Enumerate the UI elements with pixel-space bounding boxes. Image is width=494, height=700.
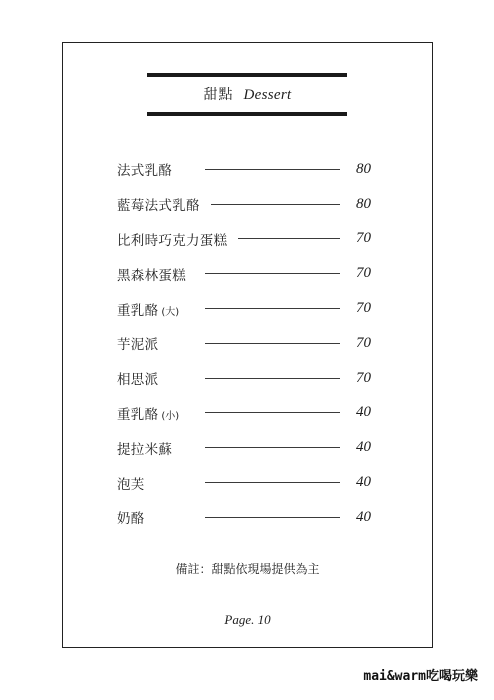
- item-price: 70: [356, 334, 371, 351]
- leader-line: [205, 482, 340, 483]
- menu-item: [117, 222, 374, 257]
- item-size: (小): [161, 410, 180, 422]
- item-label: [117, 299, 197, 319]
- item-name: 重乳酪: [117, 302, 159, 319]
- item-name: 芋泥派: [117, 337, 159, 354]
- item-label: [117, 438, 197, 458]
- footnote: 備註：甜點依現場提供為主: [175, 562, 320, 576]
- menu-page: [62, 42, 433, 648]
- leader-line: [205, 378, 340, 379]
- leader-line: [205, 517, 340, 518]
- menu-item: [117, 430, 374, 465]
- leader-line: [205, 273, 340, 274]
- item-price: 40: [356, 404, 371, 421]
- menu-item: [117, 187, 374, 222]
- leader-line: [211, 204, 340, 205]
- item-name: 法式乳酪: [117, 163, 173, 180]
- item-price: 80: [356, 160, 371, 177]
- item-price: 40: [356, 439, 371, 456]
- item-label: [117, 264, 197, 284]
- menu-list: [117, 152, 374, 535]
- menu-item: [117, 152, 374, 187]
- item-price: 70: [356, 265, 371, 282]
- item-label: [117, 368, 197, 388]
- watermark: mai&warm吃喝玩樂: [363, 669, 478, 684]
- item-label: [117, 194, 203, 214]
- header-bottom-rule: [147, 112, 347, 116]
- item-label: [117, 507, 197, 527]
- item-label: [117, 333, 197, 353]
- item-price: 70: [356, 300, 371, 317]
- section-title: [63, 85, 432, 105]
- item-price: 70: [356, 230, 371, 247]
- item-size: (大): [161, 306, 180, 318]
- item-price: 40: [356, 474, 371, 491]
- page-number: Page. 10: [224, 612, 271, 627]
- menu-item: [117, 361, 374, 396]
- item-name: 提拉米蘇: [117, 441, 173, 458]
- item-name: 泡芙: [117, 476, 145, 493]
- item-label: [117, 403, 197, 423]
- item-label: [117, 229, 230, 249]
- menu-item: [117, 326, 374, 361]
- item-name: 藍莓法式乳酪: [117, 198, 200, 215]
- header-top-rule: [147, 73, 347, 77]
- item-name: 黑森林蛋糕: [117, 267, 186, 284]
- leader-line: [238, 238, 340, 239]
- leader-line: [205, 447, 340, 448]
- menu-item: [117, 256, 374, 291]
- leader-line: [205, 308, 340, 309]
- section-title-en: Dessert: [243, 87, 292, 103]
- item-label: [117, 159, 197, 179]
- menu-item: [117, 500, 374, 535]
- item-label: [117, 473, 197, 493]
- menu-item: [117, 465, 374, 500]
- item-price: 70: [356, 369, 371, 386]
- item-name: 比利時巧克力蛋糕: [117, 232, 228, 249]
- item-name: 重乳酪: [117, 406, 159, 423]
- item-name: 相思派: [117, 372, 159, 389]
- item-price: 80: [356, 195, 371, 212]
- item-name: 奶酪: [117, 511, 145, 528]
- leader-line: [205, 169, 340, 170]
- leader-line: [205, 412, 340, 413]
- leader-line: [205, 343, 340, 344]
- item-price: 40: [356, 508, 371, 525]
- menu-item: [117, 396, 374, 431]
- menu-item: [117, 291, 374, 326]
- section-title-zh: 甜點: [203, 87, 234, 103]
